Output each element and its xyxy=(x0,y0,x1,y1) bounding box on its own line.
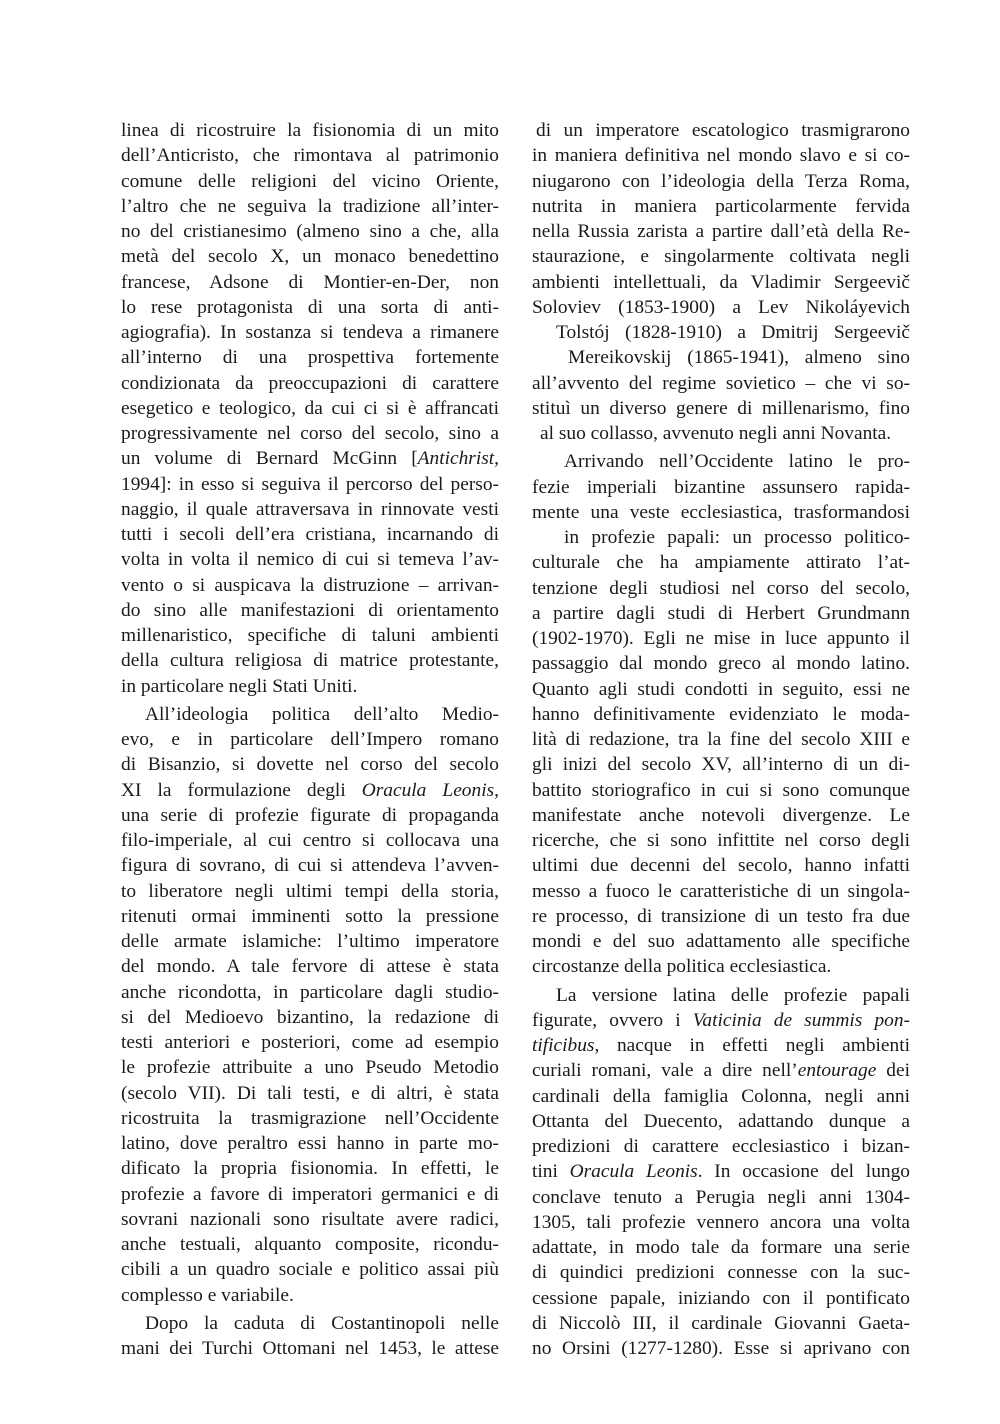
italic-title: Vaticinia de summis pon- xyxy=(692,1009,910,1031)
text-line: volta in volta il nemico di cui si temeva l’av- xyxy=(121,549,499,571)
italic-title: Oracula Leonis xyxy=(361,779,495,801)
text-line: evo, e in particolare dell’Impero romano xyxy=(121,729,499,750)
text-line: mente una veste ecclesiastica, trasformandosi xyxy=(532,501,910,523)
text-line: cessione papale, iniziando con il pontificato xyxy=(532,1287,910,1309)
text-line: messo a fuoco le caratteristiche di un singola- xyxy=(532,880,910,902)
text-line: ambienti intellettuali, da Vladimir Sergeevič xyxy=(532,271,910,293)
text-line: mani dei Turchi Ottomani nel 1453, le attese xyxy=(121,1338,499,1359)
text-line xyxy=(121,778,499,803)
text-line: gli inizi del secolo XV, all’interno di un di- xyxy=(532,754,910,776)
text-segment: , nacque in effetti negli ambienti xyxy=(594,1035,910,1056)
text-line: Arrivando nell’Occidente latino le pro- xyxy=(564,451,910,473)
text-line: circostanze della politica ecclesiastica. xyxy=(532,956,832,978)
text-line: di Niccolò III, il cardinale Giovanni Gaeta- xyxy=(532,1312,910,1334)
text-line: ricerche, che si sono infittite nel corso degli xyxy=(532,830,910,851)
text-line: lità di redazione, tra la fine del secolo XIII e xyxy=(532,729,910,750)
text-line: cibili a un quadro sociale e politico assai più xyxy=(121,1259,499,1281)
text-line: testi anteriori e posteriori, come ad esempio xyxy=(121,1032,499,1053)
text-line: al suo collasso, avvenuto negli anni Novanta. xyxy=(540,423,892,444)
text-line: all’interno di una prospettiva fortemente xyxy=(121,347,499,369)
text-line: metà del secolo X, un monaco benedettino xyxy=(121,246,499,268)
text-line: adattate, in modo tale da formare una serie xyxy=(532,1237,910,1258)
text-segment: XI la formulazione degli xyxy=(121,779,362,801)
text-line: della cultura religiosa di matrice protestante, xyxy=(121,650,499,672)
text-line: All’ideologia politica dell’alto Medio- xyxy=(145,703,499,725)
text-line: millenaristico, specifiche di taluni ambienti xyxy=(121,625,499,646)
text-line xyxy=(532,1159,910,1184)
text-line: conclave tenuto a Perugia negli anni 1304- xyxy=(532,1186,910,1208)
text-line: 1305, tali profezie vennero ancora una volta xyxy=(532,1211,910,1233)
text-line: condizionata da preoccupazioni di carattere xyxy=(121,372,499,394)
text-line: cardinali della famiglia Colonna, negli anni xyxy=(532,1085,910,1107)
text-line: delle armate islamiche: l’ultimo imperatore xyxy=(121,931,499,952)
text-line: vento o si auspicava la distruzione – arrivan- xyxy=(121,574,499,596)
text-line: culturale che ha ampiamente attirato l’at- xyxy=(532,552,910,574)
text-line: di un imperatore escatologico trasmigrarono xyxy=(536,120,910,141)
text-line: complesso e variabile. xyxy=(121,1284,294,1306)
text-line: lo rese protagonista di una sorta di anti- xyxy=(121,296,499,318)
text-line: Tolstój (1828-1910) a Dmitrij Sergeevič xyxy=(556,322,910,343)
italic-title: Oracula Leonis xyxy=(569,1161,698,1183)
text-line: La versione latina delle profezie papali xyxy=(556,984,910,1006)
text-line: comune delle religioni del vicino Oriente, xyxy=(121,170,499,192)
text-line: niugarono con l’ideologia della Terza Roma, xyxy=(532,170,910,192)
text-line: predizioni di carattere ecclesiastico i bizan- xyxy=(532,1136,910,1157)
text-line: tutti i secoli dell’era cristiana, incarnando di xyxy=(121,524,499,545)
text-segment: figurate, ovvero i xyxy=(532,1009,693,1031)
text-line: figura di sovrano, di cui si attendeva l’avven- xyxy=(121,855,499,877)
text-line xyxy=(532,1033,910,1058)
right-text-column xyxy=(532,118,910,1361)
text-line: del mondo. A tale fervore di attese è stata xyxy=(121,956,499,978)
text-line: battito storiografico in cui si sono comunque xyxy=(532,779,910,801)
italic-term: entourage xyxy=(797,1060,877,1082)
text-segment: , xyxy=(494,779,499,801)
text-line: anche ricondotta, in particolare dagli studio- xyxy=(121,981,499,1003)
text-segment: , xyxy=(494,448,499,470)
text-line: passaggio dal mondo greco al mondo latino. xyxy=(532,653,910,675)
text-line: Ottanta del Duecento, adattando dunque a xyxy=(532,1110,910,1132)
text-line xyxy=(532,1058,910,1083)
text-line: Quanto agli studi condotti in seguito, essi ne xyxy=(532,678,910,700)
text-line: di quindici predizioni connesse con la suc- xyxy=(532,1262,910,1284)
text-line: naggio, il quale attraversava in rinnovate vesti xyxy=(121,498,499,520)
text-line: (1902-1970). Egli ne mise in luce appunto il xyxy=(532,628,910,649)
text-line: do sino alle manifestazioni di orientamento xyxy=(121,599,499,621)
text-line: ricostruita la trasmigrazione nell’Occidente xyxy=(121,1107,499,1129)
text-line: anche testuali, alquanto composite, ricondu- xyxy=(121,1234,499,1255)
text-line: in maniera definitiva nel mondo slavo e si co- xyxy=(532,145,910,167)
text-line: re processo, di transizione di un testo fra due xyxy=(532,905,910,927)
text-line: 1994]: in esso si seguiva il percorso del perso- xyxy=(121,473,499,495)
text-line xyxy=(532,1008,910,1033)
italic-title: tificibus xyxy=(532,1035,595,1056)
text-segment: un volume di Bernard McGinn [ xyxy=(121,448,418,470)
text-line: linea di ricostruire la fisionomia di un mito xyxy=(121,120,499,141)
text-line: in particolare negli Stati Uniti. xyxy=(121,675,358,697)
text-line: to liberatore negli ultimi tempi della storia, xyxy=(121,880,499,902)
text-line: (secolo VII). Di tali testi, e di altri, è stata xyxy=(121,1082,499,1104)
text-line: ritenuti ormai imminenti sotto la pressione xyxy=(121,905,499,927)
left-text-column xyxy=(121,118,499,1361)
text-line: staurazione, e singolarmente coltivata negli xyxy=(532,246,910,268)
text-line: dificato la propria fisionomia. In effetti, le xyxy=(121,1158,499,1180)
text-line: le profezie attribuite a uno Pseudo Metodio xyxy=(121,1057,499,1079)
text-line: stituì un diverso genere di millenarismo, fino xyxy=(532,397,910,419)
text-line: francese, Adsone di Montier-en-Der, non xyxy=(121,271,499,293)
text-segment: . In occasione del lungo xyxy=(697,1161,910,1183)
text-line: profezie a favore di imperatori germanici e di xyxy=(121,1183,499,1205)
text-segment: dei xyxy=(876,1060,910,1082)
text-line: nella Russia zarista a partire dall’età della Re- xyxy=(532,221,910,242)
text-line: una serie di profezie figurate di propaganda xyxy=(121,804,499,826)
text-line: all’avvento del regime sovietico – che vi so- xyxy=(532,372,910,394)
text-line: fezie imperiali bizantine assunsero rapida- xyxy=(532,476,910,498)
text-line: Dopo la caduta di Costantinopoli nelle xyxy=(145,1312,499,1334)
text-line: no Orsini (1277-1280). Esse si aprivano con xyxy=(532,1338,910,1359)
text-line: di Bisanzio, si dovette nel corso del secolo xyxy=(121,754,499,776)
text-line: Mereikovskij (1865-1941), almeno sino xyxy=(568,347,910,369)
text-line: no del cristianesimo (almeno sino a che, alla xyxy=(121,221,499,242)
text-line: filo-imperiale, al cui centro si collocava una xyxy=(121,830,499,851)
text-line: in profezie papali: un processo politico- xyxy=(564,527,910,548)
text-line: sovrani nazionali sono risultate avere radici, xyxy=(121,1208,499,1230)
italic-title: Antichrist xyxy=(417,448,495,470)
text-line xyxy=(121,446,499,471)
text-line: dell’Anticristo, che rimontava al patrimonio xyxy=(121,145,499,167)
text-line: latino, dove peraltro essi hanno in parte mo- xyxy=(121,1133,499,1154)
text-line: progressivamente nel corso del secolo, sino a xyxy=(121,423,499,444)
text-line: tenzione degli studiosi nel corso del secolo, xyxy=(532,577,910,599)
text-line: hanno definitivamente evidenziato le moda- xyxy=(532,703,910,725)
text-line: l’altro che ne seguiva la tradizione all’inter- xyxy=(121,195,499,217)
text-segment: curiali romani, vale a dire nell’ xyxy=(532,1060,798,1082)
text-line: si del Medioevo bizantino, la redazione di xyxy=(121,1006,499,1028)
text-line: manifestate anche notevoli divergenze. Le xyxy=(532,804,910,826)
text-line: ultimi due decenni del secolo, hanno infatti xyxy=(532,855,910,877)
text-line: a partire dagli studi di Herbert Grundmann xyxy=(532,602,910,624)
text-line: nutrita in maniera particolarmente fervida xyxy=(532,195,910,217)
text-line: Soloviev (1853-1900) a Lev Nikoláyevich xyxy=(532,296,910,318)
text-segment: tini xyxy=(532,1161,570,1183)
text-line: agiografia). In sostanza si tendeva a rimanere xyxy=(121,322,499,343)
text-line: esegetico e teologico, da cui ci si è affrancati xyxy=(121,397,499,419)
text-line: mondi e del suo adattamento alle specifiche xyxy=(532,931,910,952)
